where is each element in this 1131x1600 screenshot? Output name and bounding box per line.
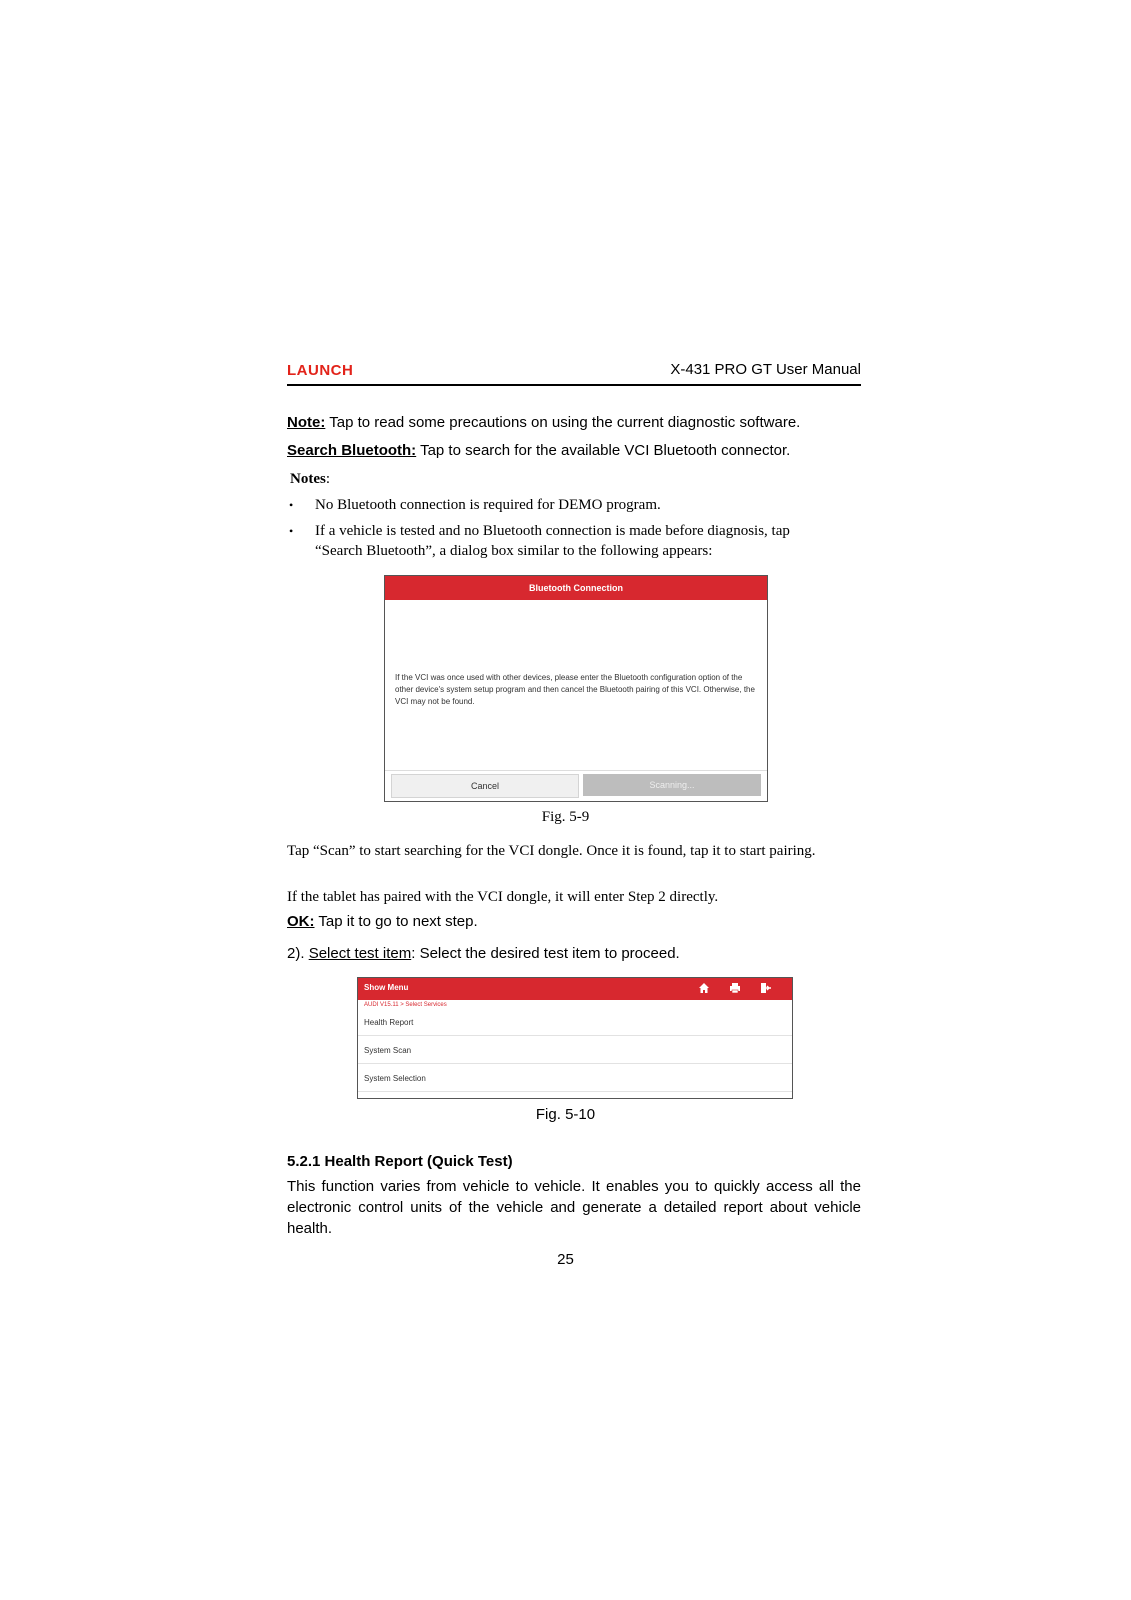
manual-title: X-431 PRO GT User Manual [670,361,861,378]
notes-bullet-2: If a vehicle is tested and no Bluetooth connection is made before diagnosis, tap “Search Bluetooth”, a dialog box similar to the following appears: [315,523,790,559]
menu-item-health-report[interactable]: Health Report [358,1009,792,1036]
bullet-glyph: • [289,498,294,512]
cancel-button[interactable]: Cancel [391,774,579,798]
ok-line [287,913,478,930]
bullet-glyph: • [289,524,294,538]
figure-caption: Fig. 5-10 [535,1106,596,1123]
dialog-title: Bluetooth Connection [385,576,767,600]
section-body: This function varies from vehicle to vehicle. It enables you to quickly access all the electronic control units of the vehicle and generate a detailed report about vehicle health. [287,1178,861,1237]
note-text: Tap to read some precautions on using the current diagnostic software. [325,414,801,431]
select-test-item-link: Select test item [308,945,412,962]
scan-paragraph: Tap “Scan” to start searching for the VCI dongle. Once it is found, tap it to start pairing. [287,843,816,859]
bluetooth-dialog-figure [384,575,768,802]
dialog-divider [385,770,767,771]
exit-icon[interactable] [759,982,773,996]
scanning-button[interactable]: Scanning... [583,774,761,796]
section-heading: 5.2.1 Health Report (Quick Test) [287,1153,513,1170]
paired-paragraph: If the tablet has paired with the VCI dongle, it will enter Step 2 directly. [287,889,719,905]
print-icon[interactable] [728,982,742,996]
dialog-message: If the VCI was once used with other devices, please enter the Bluetooth configuration option of the other device's system setup program and then cancel the Bluetooth pairing of this VCI. Otherwise, the VCI may not be found. [395,673,755,706]
note-label: Note: [287,414,326,431]
page-number: 25 [557,1251,574,1268]
ok-text: Tap it to go to next step. [314,913,478,930]
menu-header [358,978,792,1000]
figure-caption: Fig. 5-9 [541,809,590,825]
menu-breadcrumb: AUDI V15.11 > Select Services [364,1002,447,1008]
menu-item-system-selection[interactable]: System Selection [358,1065,792,1092]
step2-prefix: 2). [287,945,309,962]
home-icon[interactable] [697,982,711,996]
notes-heading-colon: : [325,471,330,487]
notes-heading-text: Notes [290,471,326,487]
show-menu-figure [357,977,793,1099]
brand-logo: LAUNCH [287,362,354,379]
notes-heading [290,469,330,489]
header-rule [287,384,861,386]
menu-title: Show Menu [364,983,409,992]
search-bluetooth-line [287,442,790,459]
ok-label: OK: [287,913,315,930]
search-bluetooth-text: Tap to search for the available VCI Bluetooth connector. [416,442,791,459]
step2-text: : Select the desired test item to proceed. [411,945,680,962]
menu-item-system-scan[interactable]: System Scan [358,1037,792,1064]
search-bluetooth-label: Search Bluetooth: [287,442,417,459]
notes-bullet-1: No Bluetooth connection is required for DEMO program. [315,497,661,513]
note-line [287,414,800,431]
step2-line [287,945,680,962]
